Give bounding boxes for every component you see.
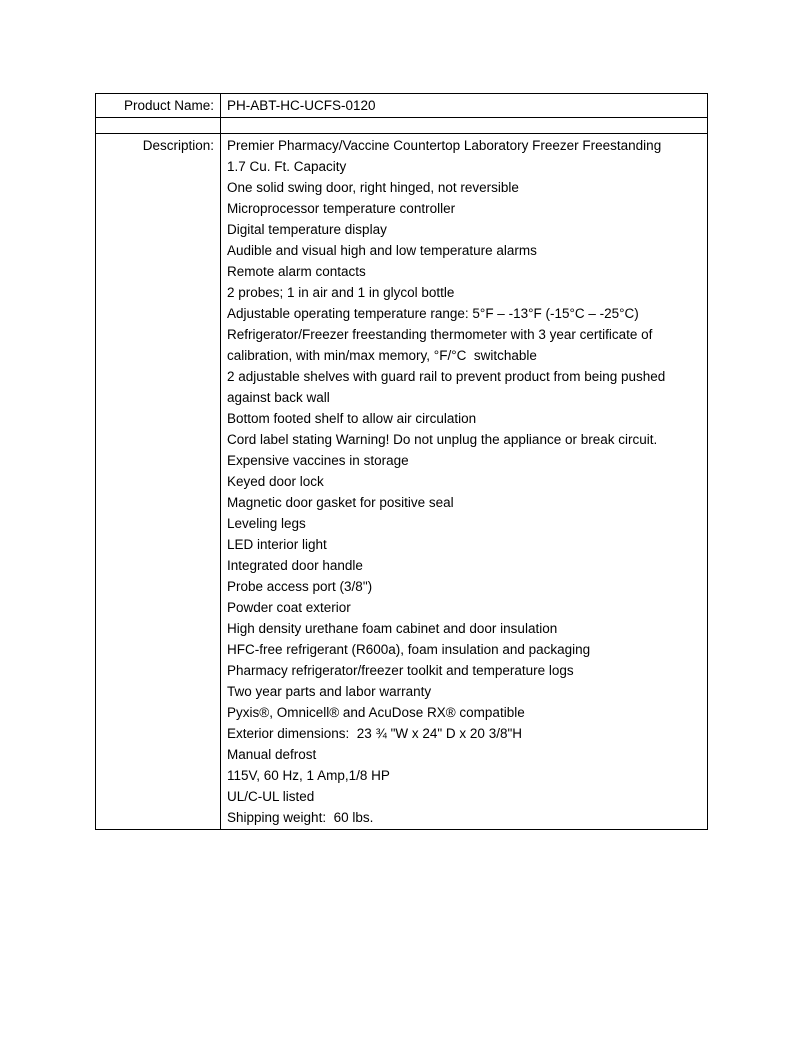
description-line: Premier Pharmacy/Vaccine Countertop Laboratory Freezer Freestanding	[227, 138, 662, 153]
description-line: Magnetic door gasket for positive seal	[227, 495, 454, 510]
product-name-row	[96, 94, 708, 118]
description-line: Audible and visual high and low temperature alarms	[227, 243, 537, 258]
description-line: Powder coat exterior	[227, 600, 351, 615]
description-line: Manual defrost	[227, 747, 317, 762]
description-line: Remote alarm contacts	[227, 264, 366, 279]
description-row	[96, 134, 708, 830]
description-label: Description:	[96, 134, 221, 830]
spacer-value-cell	[221, 118, 708, 134]
description-line: Keyed door lock	[227, 474, 324, 489]
description-line: Pyxis®, Omnicell® and AcuDose RX® compatible	[227, 705, 525, 720]
product-name-value: PH-ABT-HC-UCFS-0120	[221, 94, 708, 118]
description-line: HFC-free refrigerant (R600a), foam insulation and packaging	[227, 642, 591, 657]
description-line: UL/C-UL listed	[227, 789, 315, 804]
description-line: Bottom footed shelf to allow air circulation	[227, 411, 477, 426]
description-line: Exterior dimensions: 23 ¾ "W x 24" D x 20 3/8"H	[227, 726, 522, 741]
description-line: Refrigerator/Freezer freestanding thermometer with 3 year certificate of calibration, with min/max memory, °F/°C switchable	[227, 327, 657, 363]
description-line: Digital temperature display	[227, 222, 387, 237]
description-line: 1.7 Cu. Ft. Capacity	[227, 159, 347, 174]
description-line: Cord label stating Warning! Do not unplug the appliance or break circuit. Expensive vaccines in storage	[227, 432, 662, 468]
description-line: Integrated door handle	[227, 558, 363, 573]
description-value-cell	[221, 134, 708, 830]
product-spec-table	[95, 93, 708, 830]
description-line: 115V, 60 Hz, 1 Amp,1/8 HP	[227, 768, 390, 783]
description-line: LED interior light	[227, 537, 327, 552]
description-line: Pharmacy refrigerator/freezer toolkit and temperature logs	[227, 663, 574, 678]
spacer-row	[96, 118, 708, 134]
description-lines	[227, 135, 701, 828]
description-line: Probe access port (3/8")	[227, 579, 373, 594]
spacer-label-cell	[96, 118, 221, 134]
description-line: Shipping weight: 60 lbs.	[227, 810, 374, 825]
description-line: 2 probes; 1 in air and 1 in glycol bottle	[227, 285, 455, 300]
product-name-label: Product Name:	[96, 94, 221, 118]
description-line: Microprocessor temperature controller	[227, 201, 456, 216]
description-line: Leveling legs	[227, 516, 306, 531]
description-line: Adjustable operating temperature range: 5°F – -13°F (-15°C – -25°C)	[227, 306, 639, 321]
description-line: High density urethane foam cabinet and door insulation	[227, 621, 558, 636]
description-line: 2 adjustable shelves with guard rail to prevent product from being pushed against back wall	[227, 369, 670, 405]
description-line: Two year parts and labor warranty	[227, 684, 432, 699]
description-line: One solid swing door, right hinged, not reversible	[227, 180, 519, 195]
